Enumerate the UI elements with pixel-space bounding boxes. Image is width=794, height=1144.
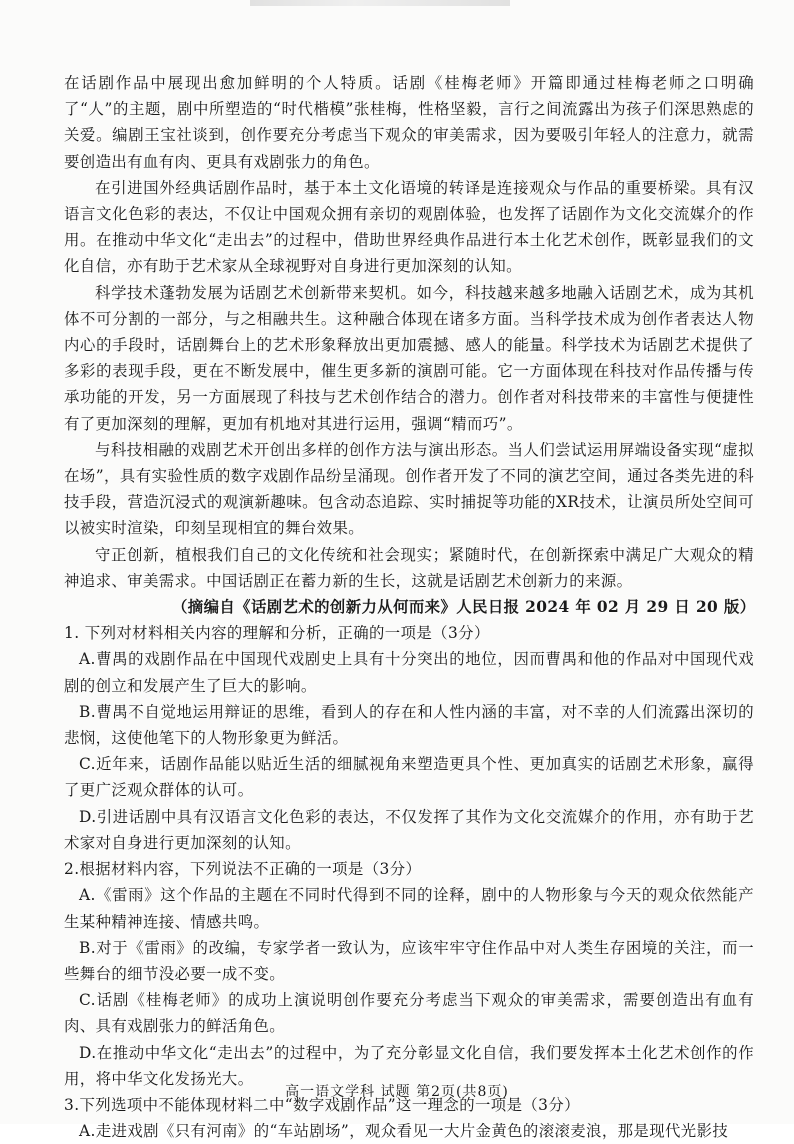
question-option: D.引进话剧中具有汉语言文化色彩的表达，不仅发挥了其作为文化交流媒介的作用，亦有助于艺术家对自身进行更加深刻的认知。 <box>64 807 754 852</box>
question-option: B.对于《雷雨》的改编，专家学者一致认为，应该牢牢守住作品中对人类生存困境的关注，而一些舞台的细节没必要一成不变。 <box>64 938 754 983</box>
question-option: A.曹禺的戏剧作品在中国现代戏剧史上具有十分突出的地位，因而曹禺和他的作品对中国现代戏剧的创立和发展产生了巨大的影响。 <box>64 650 754 695</box>
question-option: D.在推动中华文化“走出去”的过程中，为了充分彰显文化自信，我们要发挥本土化艺术创作的作用，将中华文化发扬光大。 <box>64 1043 754 1088</box>
question-option: C.话剧《桂梅老师》的成功上演说明创作要充分考虑当下观众的审美需求，需要创造出有血有肉、具有戏剧张力的鲜活角色。 <box>64 991 754 1036</box>
question-option: A.《雷雨》这个作品的主题在不同时代得到不同的诠释，剧中的人物形象与今天的观众依然能产生某种精神连接、情感共鸣。 <box>64 886 754 931</box>
passage-paragraph: 科学技术蓬勃发展为话剧艺术创新带来契机。如今，科技越来越多地融入话剧艺术，成为其机体不可分割的一部分，与之相融共生。这种融合体现在诸多方面。当科学技术成为创作者表达人物内心的手段时，话剧舞台上的艺术形象释放出更加震撼、感人的能量。科学技术为话剧艺术提供了多彩的表现手段，更在不断发展中，催生更多新的演剧可能。它一方面体现在科技对作品传播与传承功能的开发，另一方面展现了科技与艺术创作结合的潜力。创作者对科技带来的丰富性与便捷性有了更加深刻的理解，更加有机地对其进行运用，强调“精而巧”。 <box>64 283 754 433</box>
question-option: C.近年来，话剧作品能以贴近生活的细腻视角来塑造更具个性、更加真实的话剧艺术形象，赢得了更广泛观众群体的认可。 <box>64 755 754 800</box>
passage-paragraph: 在话剧作品中展现出愈加鲜明的个人特质。话剧《桂梅老师》开篇即通过桂梅老师之口明确了“人”的主题，剧中所塑造的“时代楷模”张桂梅，性格坚毅，言行之间流露出为孩子们深思熟虑的关爱。编剧王宝社谈到，创作要充分考虑当下观众的审美需求，因为要吸引年轻人的注意力，就需要创造出有血有肉、更具有戏剧张力的角色。 <box>64 74 754 171</box>
question-stem: 3.下列选项中不能体现材料二中“数字戏剧作品”这一理念的一项是（3分） <box>64 1095 580 1114</box>
scan-top-marks <box>250 0 510 6</box>
page-content <box>64 70 754 1144</box>
passage-paragraph: 在引进国外经典话剧作品时，基于本土文化语境的转译是连接观众与作品的重要桥梁。具有汉语言文化色彩的表达，不仅让中国观众拥有亲切的观剧体验，也发挥了话剧作为文化交流媒介的作用。在推动中华文化“走出去”的过程中，借助世界经典作品进行本土化艺术创作，既彰显我们的文化自信，亦有助于艺术家从全球视野对自身进行更加深刻的认知。 <box>64 178 754 276</box>
question-option: A.走进戏剧《只有河南》的“车站剧场”，观众看见一大片金黄色的滚滚麦浪，那是现代光影技 <box>79 1122 729 1141</box>
page-footer: 高一语文学科 试题 第2页(共8页) <box>285 1084 509 1100</box>
passage-source: （摘编自《话剧艺术的创新力从何而来》人民日报 2024 年 02 月 29 日 20 版） <box>172 598 756 617</box>
passage-paragraph: 与科技相融的戏剧艺术开创出多样的创作方法与演出形态。当人们尝试运用屏端设备实现“虚拟在场”，具有实验性质的数字戏剧作品纷呈涌现。创作者开发了不同的演艺空间，通过各类先进的科技手段，营造沉浸式的观演新趣味。包含动态追踪、实时捕捉等功能的XR技术，让演员所处空间可以被实时渲染，印刻呈现相宜的舞台效果。 <box>64 440 754 538</box>
question-stem: 2.根据材料内容，下列说法不正确的一项是（3分） <box>64 860 422 879</box>
question-option: B.曹禺不自觉地运用辩证的思维，看到人的存在和人性内涵的丰富，对不幸的人们流露出深切的悲悯，这使他笔下的人物形象更为鲜活。 <box>64 702 754 748</box>
question-stem: 1. 下列对材料相关内容的理解和分析，正确的一项是（3分） <box>64 624 490 643</box>
passage-paragraph: 守正创新，植根我们自己的文化传统和社会现实；紧随时代，在创新探索中满足广大观众的精神追求、审美需求。中国话剧正在蓄力新的生长，这就是话剧艺术创新力的来源。 <box>64 545 754 590</box>
